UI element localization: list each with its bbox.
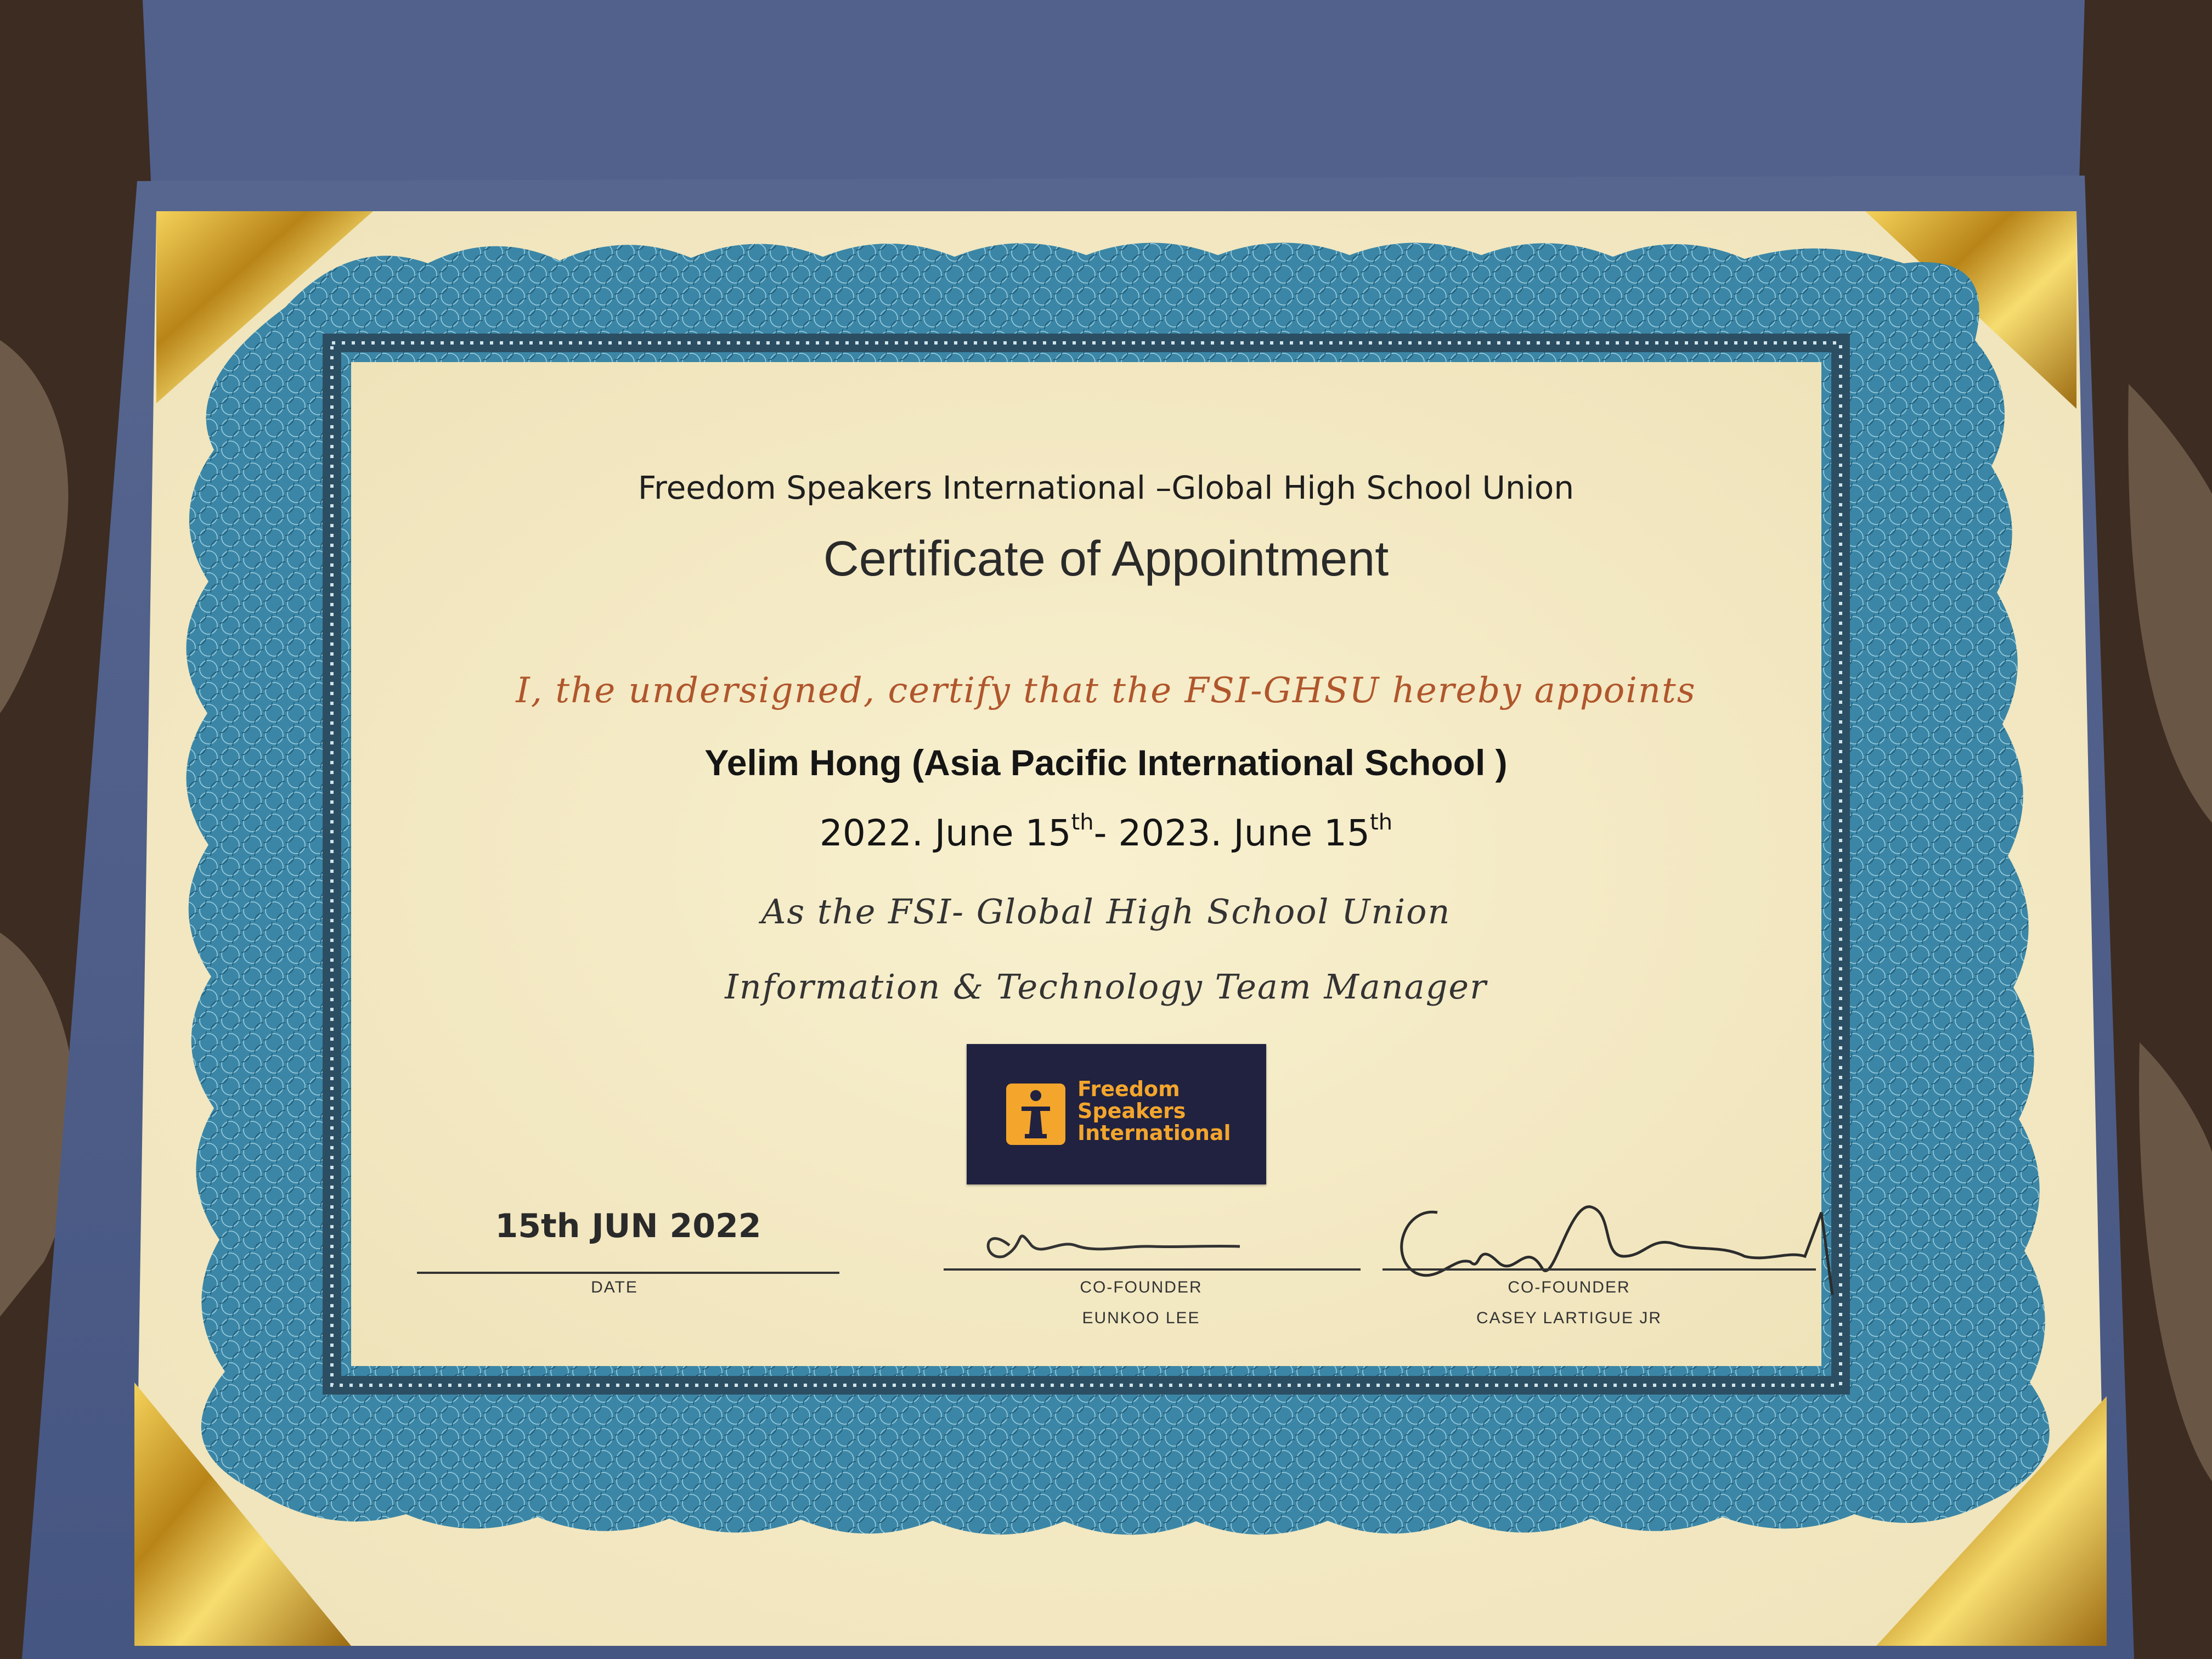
logo-line-3: International [1077, 1121, 1231, 1145]
cofounder-2-caption: CO-FOUNDER [1508, 1278, 1630, 1296]
term-start-suffix: th [1071, 810, 1094, 835]
term-end: 2023. June 15 [1118, 812, 1370, 854]
role-title: Information & Technology Team Manager [725, 967, 1487, 1007]
organization-name: Freedom Speakers International –Global High School Union [637, 469, 1575, 506]
cofounder-1-line [944, 1268, 1361, 1271]
cofounder-2-line [1383, 1268, 1816, 1271]
role-organization: As the FSI- Global High School Union [761, 891, 1451, 932]
date-line [417, 1272, 839, 1274]
decorative-border [186, 243, 2049, 1535]
logo-wordmark [1077, 1078, 1231, 1144]
date-value: 15th JUN 2022 [495, 1207, 761, 1245]
certificate-title: Certificate of Appointment [823, 532, 1389, 586]
cofounder-1-caption: CO-FOUNDER [1080, 1278, 1203, 1296]
certificate-folder-top [143, 0, 2085, 181]
term-separator: - [1093, 812, 1119, 854]
logo-line-2: Speakers [1077, 1099, 1186, 1123]
term-end-suffix: th [1370, 810, 1393, 835]
cofounder-1-name: EUNKOO LEE [1082, 1309, 1200, 1327]
cofounder-2-name: CASEY LARTIGUE JR [1476, 1309, 1662, 1327]
term-start: 2022. June 15 [819, 812, 1071, 854]
appointment-term [0, 812, 2212, 854]
certify-statement: I, the undersigned, certify that the FSI-GHSU hereby appoints [516, 670, 1696, 711]
logo-line-1: Freedom [1077, 1077, 1180, 1101]
appointee-name: Yelim Hong (Asia Pacific International School ) [704, 742, 1508, 783]
date-caption: DATE [591, 1278, 638, 1296]
fsi-logo [967, 1044, 1266, 1184]
podium-speaker-icon [1006, 1084, 1065, 1145]
